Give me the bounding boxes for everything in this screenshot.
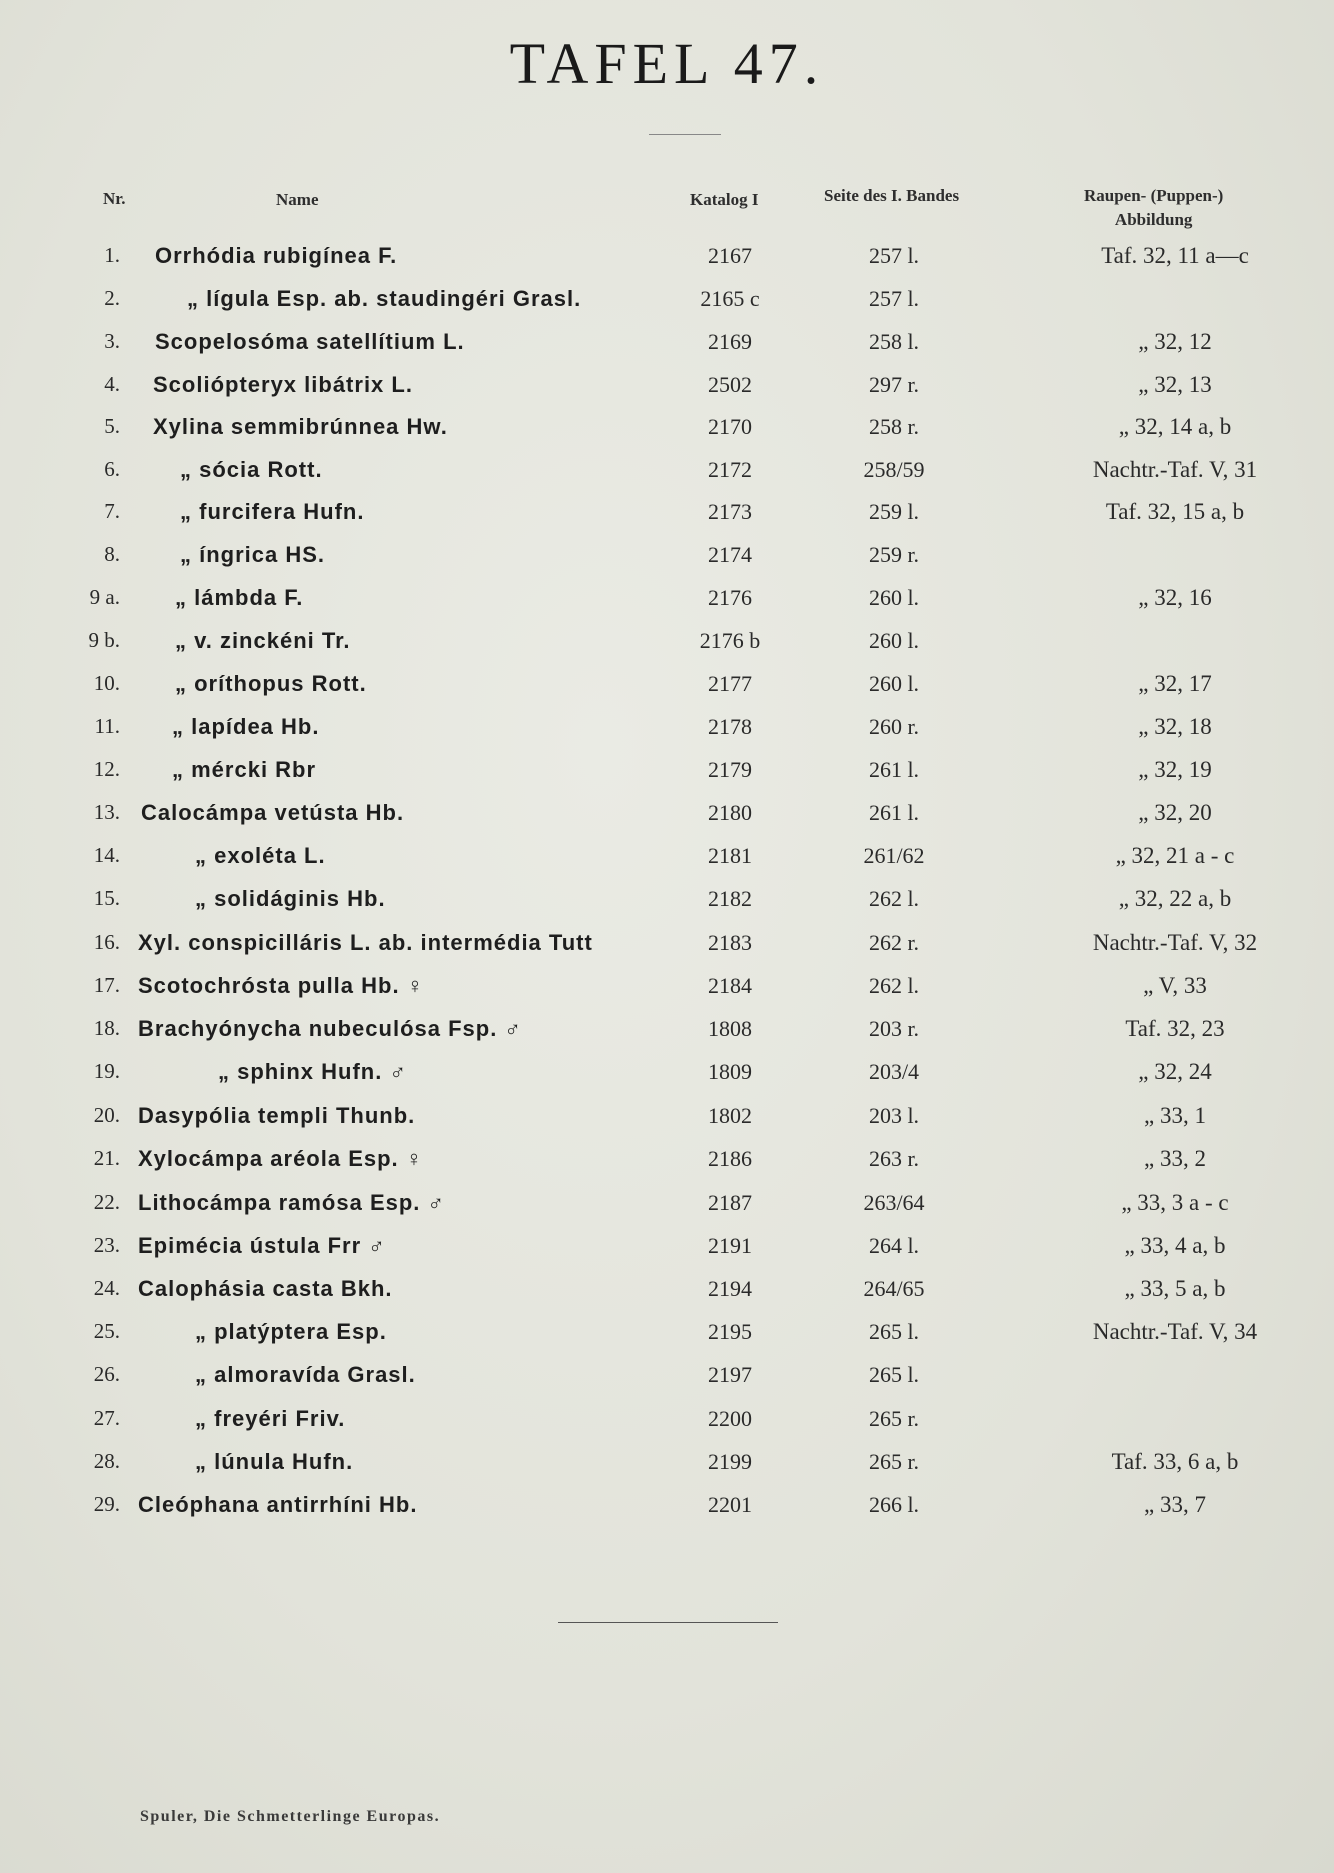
- footer-credit: Spuler, Die Schmetterlinge Europas.: [140, 1808, 441, 1825]
- row-abbildung: „ V, 33: [1143, 973, 1207, 998]
- row-abbildung: Nachtr.-Taf. V, 32: [1092, 930, 1258, 955]
- row-seite: 258 r.: [868, 414, 920, 439]
- row-seite: 261 l.: [868, 800, 920, 825]
- row-katalog: 2191: [708, 1233, 752, 1258]
- header-raupen-line1: Raupen- (Puppen-): [1084, 186, 1224, 205]
- row-abbildung: „ 32, 12: [1138, 329, 1212, 354]
- row-name: „ solidáginis Hb.: [195, 886, 386, 911]
- row-katalog: 2181: [708, 843, 752, 868]
- row-nr: 9 b.: [88, 628, 120, 652]
- row-katalog: 2183: [708, 930, 752, 955]
- row-name: „ lúnula Hufn.: [195, 1449, 354, 1474]
- row-katalog: 2182: [708, 886, 752, 911]
- table-row: [0, 1146, 1334, 1188]
- row-nr: 8.: [104, 542, 120, 566]
- row-nr: 4.: [104, 372, 120, 396]
- row-name: „ sócia Rott.: [180, 457, 323, 482]
- row-nr: 11.: [94, 714, 120, 738]
- row-name: „ furcifera Hufn.: [180, 499, 365, 524]
- row-katalog: 2165 c: [700, 286, 760, 311]
- row-name: Epimécia ústula Frr ♂: [138, 1233, 386, 1258]
- row-katalog: 1808: [708, 1016, 752, 1041]
- row-seite: 260 l.: [868, 585, 920, 610]
- row-nr: 17.: [93, 973, 120, 997]
- row-name: „ mércki Rbr: [172, 757, 317, 782]
- header-name: Name: [276, 190, 319, 209]
- row-name: Xylocámpa aréola Esp. ♀: [138, 1146, 424, 1171]
- table-row: [0, 714, 1334, 756]
- row-name: Scotochrósta pulla Hb. ♀: [138, 973, 425, 998]
- row-name: Cleóphana antirrhíni Hb.: [138, 1492, 418, 1517]
- row-seite: 263 r.: [868, 1146, 920, 1171]
- row-katalog: 2201: [708, 1492, 752, 1517]
- row-name: „ lapídea Hb.: [172, 714, 320, 739]
- table-row: [0, 499, 1334, 541]
- row-nr: 3.: [104, 329, 120, 353]
- table-row: [0, 930, 1334, 972]
- row-seite: 258/59: [863, 457, 925, 482]
- row-seite: 262 l.: [868, 886, 920, 911]
- row-nr: 25.: [93, 1319, 120, 1343]
- row-nr: 19.: [93, 1059, 120, 1083]
- table-row: [0, 1190, 1334, 1232]
- table-row: [0, 671, 1334, 713]
- row-nr: 6.: [104, 457, 120, 481]
- row-katalog: 2169: [708, 329, 752, 354]
- table-row: [0, 286, 1334, 328]
- row-abbildung: „ 33, 1: [1144, 1103, 1206, 1128]
- row-seite: 260 l.: [868, 671, 920, 696]
- row-seite: 265 l.: [868, 1319, 920, 1344]
- table-row: [0, 1016, 1334, 1058]
- row-katalog: 2179: [708, 757, 752, 782]
- row-seite: 262 r.: [868, 930, 920, 955]
- header-raupen-line2: Abbildung: [1114, 210, 1193, 229]
- row-abbildung: „ 33, 3 a - c: [1121, 1190, 1229, 1215]
- row-nr: 13.: [93, 800, 120, 824]
- header-raupen: [1084, 184, 1223, 232]
- row-katalog: 2172: [708, 457, 752, 482]
- row-abbildung: „ 33, 7: [1144, 1492, 1206, 1517]
- row-nr: 7.: [104, 499, 120, 523]
- table-row: [0, 628, 1334, 670]
- row-name: Brachyónycha nubeculósa Fsp. ♂: [138, 1016, 522, 1041]
- row-nr: 29.: [93, 1492, 120, 1516]
- row-katalog: 2174: [708, 542, 752, 567]
- row-nr: 15.: [93, 886, 120, 910]
- table-row: [0, 800, 1334, 842]
- row-seite: 261/62: [863, 843, 925, 868]
- table-row: [0, 1103, 1334, 1145]
- row-seite: 260 l.: [868, 628, 920, 653]
- row-nr: 1.: [104, 243, 120, 267]
- row-katalog: 2176 b: [699, 628, 761, 653]
- title-divider: [649, 134, 721, 135]
- row-nr: 10.: [93, 671, 120, 695]
- row-abbildung: „ 32, 14 a, b: [1118, 414, 1232, 439]
- row-nr: 27.: [93, 1406, 120, 1430]
- row-katalog: 2176: [708, 585, 752, 610]
- row-seite: 203/4: [868, 1059, 920, 1084]
- row-name: „ platýptera Esp.: [195, 1319, 387, 1344]
- row-name: „ freyéri Friv.: [195, 1406, 346, 1431]
- row-seite: 262 l.: [868, 973, 920, 998]
- row-abbildung: Taf. 32, 23: [1125, 1016, 1225, 1041]
- row-katalog: 2199: [708, 1449, 752, 1474]
- row-abbildung: „ 32, 22 a, b: [1118, 886, 1232, 911]
- row-seite: 203 r.: [868, 1016, 920, 1041]
- row-nr: 20.: [93, 1103, 120, 1127]
- row-nr: 9 a.: [89, 585, 120, 609]
- table-row: [0, 329, 1334, 371]
- row-abbildung: „ 33, 4 a, b: [1124, 1233, 1226, 1258]
- row-name: Calophásia casta Bkh.: [138, 1276, 393, 1301]
- row-nr: 18.: [93, 1016, 120, 1040]
- row-abbildung: Nachtr.-Taf. V, 31: [1092, 457, 1258, 482]
- row-abbildung: „ 32, 21 a - c: [1115, 843, 1235, 868]
- row-katalog: 2184: [708, 973, 752, 998]
- row-name: Calocámpa vetústa Hb.: [141, 800, 405, 825]
- table-row: [0, 843, 1334, 885]
- row-abbildung: „ 32, 16: [1138, 585, 1212, 610]
- row-abbildung: „ 32, 13: [1138, 372, 1212, 397]
- row-seite: 265 r.: [868, 1449, 920, 1474]
- table-row: [0, 243, 1334, 285]
- row-name: Scopelosóma satellítium L.: [155, 329, 465, 354]
- row-seite: 203 l.: [868, 1103, 920, 1128]
- table-row: [0, 1233, 1334, 1275]
- row-katalog: 2173: [708, 499, 752, 524]
- page-title: TAFEL 47.: [509, 31, 825, 96]
- row-name: „ v. zinckéni Tr.: [175, 628, 351, 653]
- row-name: Orrhódia rubigínea F.: [155, 243, 398, 268]
- row-nr: 16.: [93, 930, 120, 954]
- row-seite: 297 r.: [868, 372, 920, 397]
- row-abbildung: „ 33, 5 a, b: [1124, 1276, 1226, 1301]
- row-name: Lithocámpa ramósa Esp. ♂: [138, 1190, 446, 1215]
- row-katalog: 1809: [708, 1059, 752, 1084]
- table-row: [0, 1492, 1334, 1534]
- row-seite: 259 l.: [868, 499, 920, 524]
- row-seite: 257 l.: [868, 243, 920, 268]
- row-abbildung: „ 32, 20: [1138, 800, 1212, 825]
- table-row: [0, 1362, 1334, 1404]
- row-seite: 266 l.: [868, 1492, 920, 1517]
- row-katalog: 2180: [708, 800, 752, 825]
- row-name: „ lámbda F.: [175, 585, 304, 610]
- row-katalog: 2194: [708, 1276, 752, 1301]
- table-row: [0, 457, 1334, 499]
- row-seite: 260 r.: [868, 714, 920, 739]
- row-abbildung: „ 33, 2: [1144, 1146, 1206, 1171]
- row-name: Xylina semmibrúnnea Hw.: [153, 414, 448, 439]
- header-katalog: Katalog I: [690, 190, 759, 209]
- row-katalog: 1802: [708, 1103, 752, 1128]
- row-abbildung: „ 32, 24: [1138, 1059, 1212, 1084]
- row-katalog: 2167: [708, 243, 752, 268]
- row-katalog: 2197: [708, 1362, 752, 1387]
- row-seite: 263/64: [863, 1190, 925, 1215]
- table-row: [0, 1319, 1334, 1361]
- table-row: [0, 757, 1334, 799]
- row-name: „ exoléta L.: [195, 843, 326, 868]
- header-nr: Nr.: [103, 189, 126, 208]
- bottom-divider: [558, 1622, 778, 1623]
- header-seite: Seite des I. Bandes: [824, 186, 960, 205]
- row-abbildung: Taf. 32, 11 a—c: [1101, 243, 1249, 268]
- table-row: [0, 1059, 1334, 1101]
- row-seite: 264/65: [863, 1276, 925, 1301]
- row-katalog: 2187: [708, 1190, 752, 1215]
- row-abbildung: „ 32, 19: [1138, 757, 1212, 782]
- table-row: [0, 1449, 1334, 1491]
- table-row: [0, 886, 1334, 928]
- row-nr: 28.: [93, 1449, 120, 1473]
- row-seite: 257 l.: [868, 286, 920, 311]
- row-nr: 2.: [104, 286, 120, 310]
- row-katalog: 2186: [708, 1146, 752, 1171]
- row-seite: 265 r.: [868, 1406, 920, 1431]
- table-row: [0, 1406, 1334, 1448]
- row-seite: 265 l.: [868, 1362, 920, 1387]
- row-katalog: 2177: [708, 671, 752, 696]
- row-seite: 261 l.: [868, 757, 920, 782]
- row-nr: 14.: [93, 843, 120, 867]
- row-name: „ almoravída Grasl.: [195, 1362, 416, 1387]
- row-name: Dasypólia templi Thunb.: [138, 1103, 416, 1128]
- row-name: „ lígula Esp. ab. staudingéri Grasl.: [187, 286, 582, 311]
- row-katalog: 2170: [708, 414, 752, 439]
- table-row: [0, 585, 1334, 627]
- table-row: [0, 414, 1334, 456]
- table-row: [0, 1276, 1334, 1318]
- row-abbildung: Taf. 32, 15 a, b: [1105, 499, 1245, 524]
- row-nr: 21.: [93, 1146, 120, 1170]
- row-katalog: 2178: [708, 714, 752, 739]
- row-name: „ sphinx Hufn. ♂: [218, 1059, 407, 1084]
- row-name: Scoliópteryx libátrix L.: [153, 372, 413, 397]
- row-katalog: 2502: [708, 372, 752, 397]
- row-katalog: 2200: [708, 1406, 752, 1431]
- row-abbildung: Taf. 33, 6 a, b: [1111, 1449, 1239, 1474]
- row-nr: 22.: [93, 1190, 120, 1214]
- table-row: [0, 973, 1334, 1015]
- row-seite: 258 l.: [868, 329, 920, 354]
- row-abbildung: „ 32, 17: [1138, 671, 1212, 696]
- row-nr: 12.: [93, 757, 120, 781]
- table-row: [0, 372, 1334, 414]
- row-nr: 26.: [93, 1362, 120, 1386]
- row-nr: 5.: [104, 414, 120, 438]
- row-nr: 24.: [93, 1276, 120, 1300]
- row-katalog: 2195: [708, 1319, 752, 1344]
- row-abbildung: „ 32, 18: [1138, 714, 1212, 739]
- table-row: [0, 542, 1334, 584]
- row-seite: 264 l.: [868, 1233, 920, 1258]
- row-seite: 259 r.: [868, 542, 920, 567]
- row-name: „ íngrica HS.: [180, 542, 326, 567]
- row-name: „ oríthopus Rott.: [175, 671, 367, 696]
- row-nr: 23.: [93, 1233, 120, 1257]
- row-name: Xyl. conspicilláris L. ab. intermédia Tutt: [138, 930, 593, 955]
- row-abbildung: Nachtr.-Taf. V, 34: [1092, 1319, 1258, 1344]
